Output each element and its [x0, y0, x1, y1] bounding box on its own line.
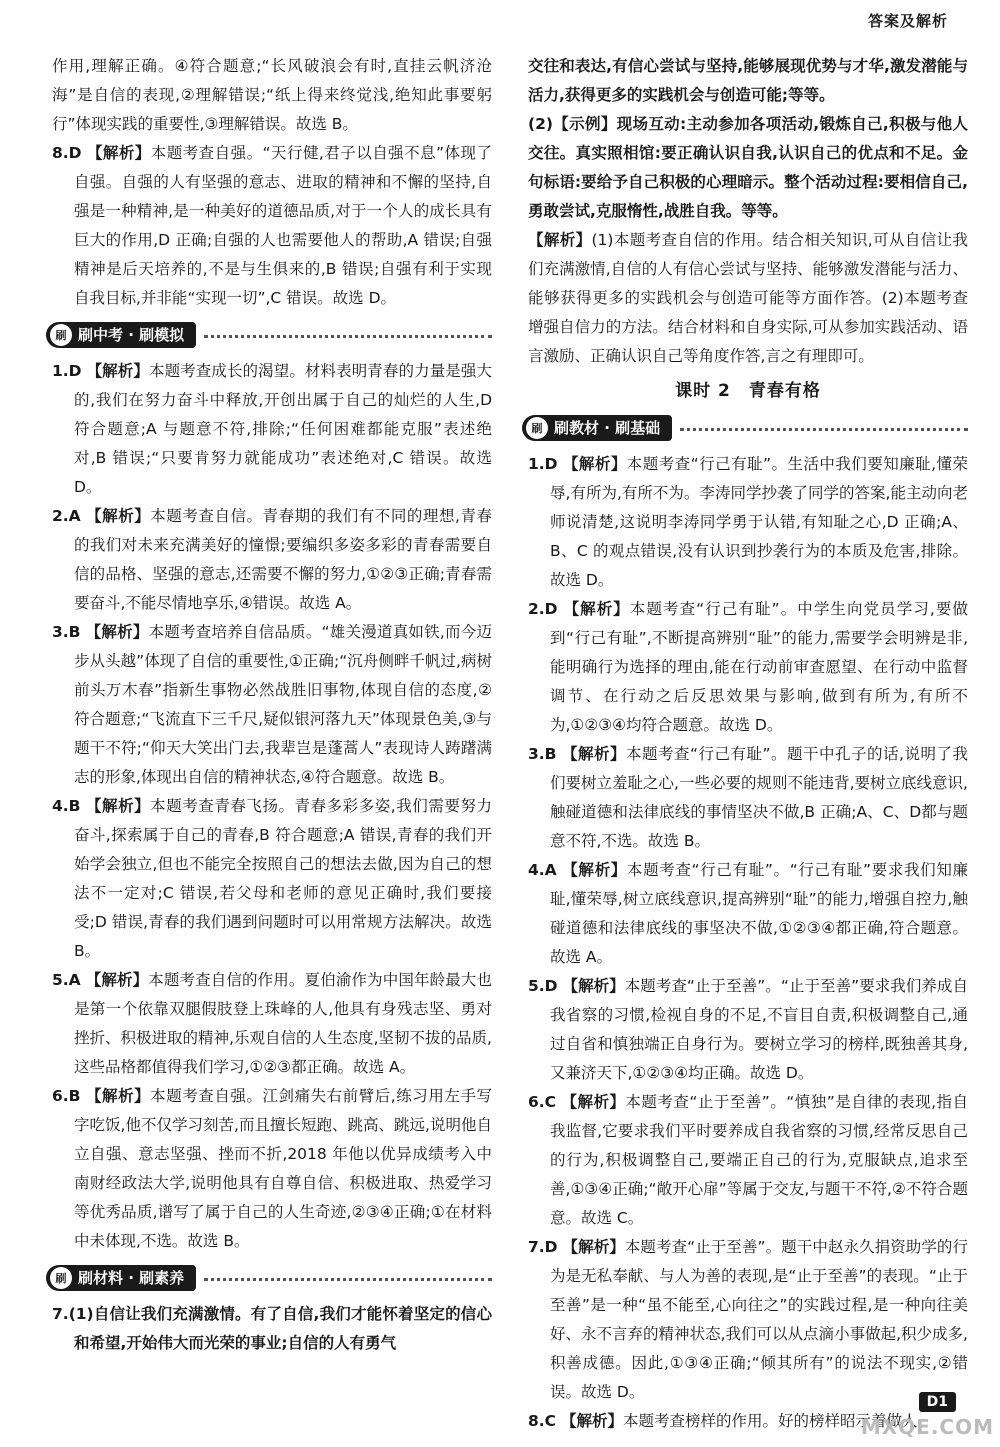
- section-header-zhongkao: [46, 317, 492, 353]
- analysis-tag: 【解析】: [85, 971, 149, 989]
- answer-text: 本题考查自强。“天行健,君子以自强不息”体现了自强。自强的人有坚强的意志、进取的精神和不懈的坚持,自强是一种精神,是一种美好的道德品质,对于一个人的成长具有巨大的作用,D 正确;自强的人也需要他人的帮助,A 错误;自强精神是后天培养的,不是与生俱来的,B 错误;自强有利于实现自我目标,并非能“实现一切”,C 错误。故选 D。: [74, 144, 492, 307]
- section-title: 刷材料 · 刷素养: [78, 1268, 185, 1287]
- answer-item: [528, 856, 968, 972]
- answer-text: 本题考查自信的作用。夏伯渝作为中国年龄最大也是第一个依靠双腿假肢登上珠峰的人,他具有身残志坚、勇对挫折、积极进取的精神,乐观自信的人生态度,坚韧不拔的品质,这些品格都值得我们学习,①②③都正确。故选 A。: [74, 971, 492, 1076]
- answer-7-analysis: [528, 226, 968, 371]
- brush-logo-icon: 刷: [526, 417, 548, 439]
- answer-item-8: [52, 139, 492, 313]
- answer-number: 1.D: [52, 362, 82, 380]
- answer-number: 5.A: [52, 971, 81, 989]
- answer-text: 本题考查“止于至善”。题干中赵永久捐资助学的行为是无私奉献、与人为善的表现,是“止于至善”的表现。“止于至善”是一种“虽不能至,心向往之”的实践过程,是一种向往美好、永不言弃的精神状态,我们可以从点滴小事做起,积少成多,积善成德。因此,①③④正确;“倾其所有”的说法不现实,②错误。故选 D。: [550, 1238, 968, 1401]
- dotted-divider: [204, 335, 492, 338]
- page-number: [919, 1392, 956, 1412]
- answer-number: 1.D: [528, 455, 558, 473]
- analysis-tag: 【解析】: [561, 1093, 626, 1111]
- answer-text: 本题考查“止于至善”。“慎独”是自律的表现,指自我监督,它要求我们平时要养成自我省察的习惯,经常反思自己的行为,积极调整自己,要端正自己的行为,克服缺点,追求至善,①③④正确;“敞开心扉”等属于交友,与题干不符,②不符合题意。故选 C。: [550, 1093, 968, 1227]
- answer-item: [52, 357, 492, 502]
- answer-item: [528, 740, 968, 856]
- answer-text: (1)本题考查自信的作用。结合相关知识,可从自信让我们充满激情,自信的人有信心尝试与坚持、能够激发潜能与活力、能够获得更多的实践机会与创造可能等方面作答。(2)本题考查增强自信力的方法。结合材料和自身实际,可从参加实践活动、语言激励、正确认识自己等角度作答,言之有理即可。: [528, 231, 968, 365]
- intro-text: 作用,理解正确。④符合题意;“长风破浪会有时,直挂云帆济沧海”是自信的表现,②理解错误;“纸上得来终觉浅,绝知此事要躬行”体现实践的重要性,③理解错误。故选 B。: [52, 57, 492, 133]
- analysis-tag: 【解析】: [562, 455, 627, 473]
- answer-list-zhongkao: [52, 357, 492, 1256]
- left-column: [52, 52, 492, 1358]
- answer-number: 4.B: [52, 797, 81, 815]
- analysis-tag: 【解析】: [85, 1087, 151, 1105]
- answer-number: 8.D: [52, 144, 82, 162]
- analysis-tag: 【解析】: [528, 231, 592, 249]
- analysis-tag: 【解析】: [561, 745, 626, 763]
- analysis-tag: 【解析】: [562, 977, 625, 995]
- section-badge: [46, 1265, 196, 1291]
- answer-text: 本题考查“止于至善”。“止于至善”要求我们养成自我省察的习惯,检视自身的不足,不盲目自责,积极调整自己,通过自省和慎独端正自身行为。要树立学习的榜样,既独善其身,又兼济天下,①②③④均正确。故选 D。: [550, 977, 968, 1082]
- answer-item: [528, 1088, 968, 1233]
- section-badge: [522, 415, 672, 441]
- section-title: 刷教材 · 刷基础: [554, 418, 661, 437]
- answer-text: 本题考查成长的渴望。材料表明青春的力量是强大的,我们在努力奋斗中释放,开创出属于自己的灿烂的人生,D 符合题意;A 与题意不符,排除;“任何困难都能克服”表述绝对,B 错误;“只要肯努力就能成功”表述绝对,C 错误。故选 D。: [74, 362, 492, 496]
- header-title: 答案及解析: [867, 12, 948, 30]
- answer-item: [52, 1082, 492, 1256]
- answer-number: 5.D: [528, 977, 558, 995]
- brush-logo-icon: 刷: [50, 1267, 72, 1289]
- answer-number: 6.C: [528, 1093, 557, 1111]
- section-title: 刷中考 · 刷模拟: [78, 325, 185, 344]
- right-column: [528, 52, 968, 1436]
- analysis-tag: 【解析】: [86, 507, 151, 525]
- analysis-tag: 【解析】: [86, 362, 149, 380]
- dotted-divider: [680, 428, 968, 431]
- analysis-tag: 【解析】: [85, 623, 149, 641]
- answer-text: 本题考查培养自信品质。“雄关漫道真如铁,而今迈步从头越”体现了自信的重要性,①正确;“沉舟侧畔千帆过,病树前头万木春”指新生事物必然战胜旧事物,体现自信的态度,②符合题意;“飞流直下三千尺,疑似银河落九天”体现景色美,③与题干不符;“仰天大笑出门去,我辈岂是蓬蒿人”表现诗人踌躇满志的形象,体现出自信的精神状态,④符合题意。故选 B。: [74, 623, 492, 786]
- answer-item: [52, 618, 492, 792]
- answer-number: 8.C: [528, 1412, 557, 1430]
- answer-number: 4.A: [528, 861, 557, 879]
- answer-text: 本题考查自强。江剑痛失右前臂后,练习用左手写字吃饭,他不仅学习刻苦,而且擅长短跑、跳高、跳远,说明他自立自强、意志坚强、挫而不折,2018 年他以优异成绩考入中南财经政法大学,说明他具有自尊自信、积极进取、热爱学习等优秀品质,谱写了属于自己的人生奇迹,②③④正确;①在材料中未体现,不选。故选 B。: [74, 1087, 492, 1250]
- lesson-title: 课时 2 青春有格: [675, 381, 821, 401]
- answer-number: 7.: [52, 1305, 69, 1323]
- answer-7-part2: (2)【示例】现场互动:主动参加各项活动,锻炼自己,积极与他人交往。真实照相馆:要正确认识自我,认识自己的优点和不足。金句标语:要给予自己积极的心理暗示。整个活动过程:要相信自己,勇敢尝试,克服惰性,战胜自我。等等。: [528, 115, 968, 220]
- answer-item: [528, 450, 968, 595]
- answer-number: 2.D: [528, 600, 558, 618]
- section-header-cailiao: [46, 1260, 492, 1296]
- answer-number: 7.D: [528, 1238, 558, 1256]
- answer-item: [528, 1233, 968, 1407]
- answer-number: 3.B: [52, 623, 81, 641]
- answer-text: 本题考查“行己有耻”。“行己有耻”要求我们知廉耻,懂荣辱,树立底线意识,提高辨别“耻”的能力,增强自控力,触碰道德和法律底线的事坚决不做,①②③④都正确,符合题意。故选 A。: [550, 861, 968, 966]
- section-header-jiaocai: [522, 410, 968, 446]
- section-badge: [46, 322, 196, 348]
- watermark: MXQE.COM: [860, 1415, 994, 1439]
- analysis-tag: 【解析】: [563, 600, 630, 618]
- analysis-tag: 【解析】: [86, 144, 151, 162]
- answer-item: [528, 595, 968, 740]
- answer-item: [52, 502, 492, 618]
- answer-text: 本题考查“行己有耻”。题干中孔子的话,说明了我们要树立羞耻之心,一些必要的规则不能违背,要树立底线意识,触碰道德和法律底线的事情坚决不做,B 正确;A、C、D都与题意不符,不选。故选 B。: [550, 745, 968, 850]
- answer-text: 本题考查“行己有耻”。生活中我们要知廉耻,懂荣辱,有所为,有所不为。李涛同学抄袭了同学的答案,能主动向老师说清楚,这说明李涛同学勇于认错,有知耻之心,D 正确;A、B、C 的观点错误,没有认识到抄袭行为的本质及危害,排除。故选 D。: [550, 455, 968, 589]
- answer-list-jiaocai: [528, 450, 968, 1436]
- answer-text: 本题考查“行己有耻”。中学生向党员学习,要做到“行己有耻”,不断提高辨别“耻”的能力,需要学会明辨是非,能明确行为选择的理由,能在行动前审查愿望、在行动中监督调节、在行动之后反思效果与影响,做到有所为,有所不为,①②③④均符合题意。故选 D。: [550, 600, 968, 734]
- answer-7-continued: 交往和表达,有信心尝试与坚持,能够展现优势与才华,激发潜能与活力,获得更多的实践机会与创造可能;等等。: [528, 57, 968, 104]
- page-number-box: D1: [919, 1392, 956, 1412]
- answer-number: 2.A: [52, 507, 81, 525]
- analysis-tag: 【解析】: [562, 1238, 625, 1256]
- answer-item-7-start: [52, 1300, 492, 1358]
- answer-item: [52, 966, 492, 1082]
- answer-item: [52, 792, 492, 966]
- analysis-tag: 【解析】: [85, 797, 151, 815]
- analysis-tag: 【解析】: [561, 1412, 624, 1430]
- answer-text: 本题考查榜样的作用。好的榜样昭示着做人: [623, 1412, 918, 1430]
- brush-logo-icon: 刷: [50, 324, 72, 346]
- answer-text: 本题考查青春飞扬。青春多彩多姿,我们需要努力奋斗,探索属于自己的青春,B 符合题意;A 错误,青春的我们开始学会独立,但也不能完全按照自己的想法去做,因为自己的想法不一定对;C 错误,若父母和老师的意见正确时,我们要接受;D 错误,青春的我们遇到问题时可以用常规方法解决。故选 B。: [74, 797, 492, 960]
- answer-number: 3.B: [528, 745, 557, 763]
- answer-text: (1)自信让我们充满激情。有了自信,我们才能怀着坚定的信心和希望,开始伟大而光荣的事业;自信的人有勇气: [68, 1305, 492, 1352]
- answer-text: 本题考查自信。青春期的我们有不同的理想,青春的我们对未来充满美好的憧憬;要编织多姿多彩的青春需要自信的品格、坚强的意志,还需要不懈的努力,①②③正确;青春需要奋斗,不能尽情地享乐,④错误。故选 A。: [74, 507, 492, 612]
- analysis-tag: 【解析】: [562, 861, 627, 879]
- answer-item: [528, 972, 968, 1088]
- answer-number: 6.B: [52, 1087, 81, 1105]
- dotted-divider: [204, 1278, 492, 1281]
